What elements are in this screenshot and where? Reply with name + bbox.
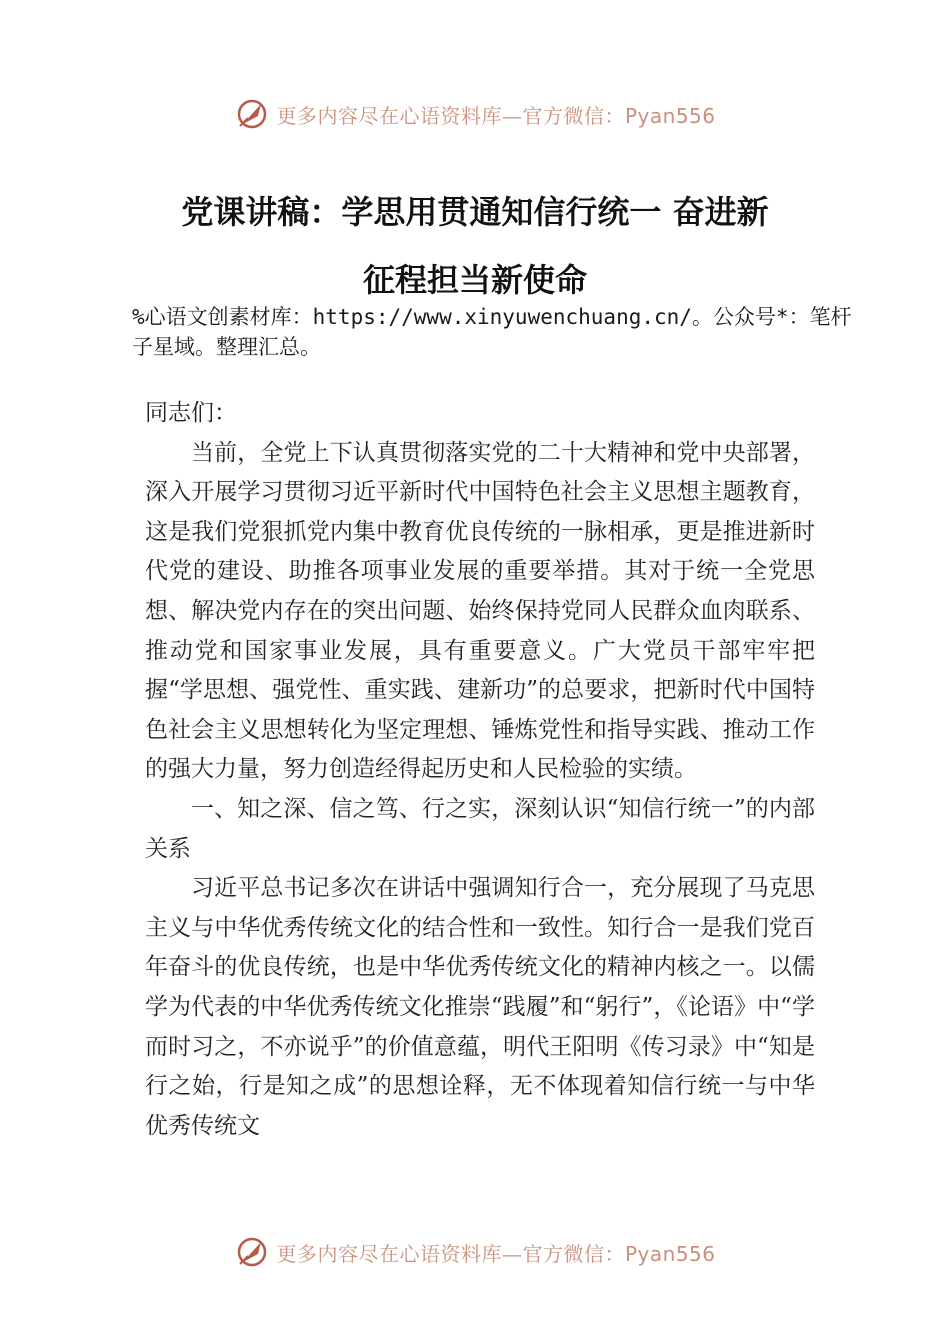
section-heading: 一、知之深、信之笃、行之实，深刻认识“知信行统一”的内部关系 (145, 795, 815, 862)
footer-wechat-id: Pyan556 (624, 1241, 716, 1266)
header-watermark-banner (0, 92, 950, 136)
paragraph: 当前，全党上下认真贯彻落实党的二十大精神和党中央部署，深入开展学习贯彻习近平新时代中国特色社会主义思想主题教育，这是我们党狠抓党内集中教育优良传统的一脉相承，更是推进新时代党的建设、助推各项事业发展的重要举措。其对于统一全党思想、解决党内存在的突出问题、始终保持党同人民群众血肉联系、推动党和国家事业发展，具有重要意义。广大党员干部牢牢把握“学思想、强党性、重实践、建新功”的总要求，把新时代中国特色社会主义思想转化为坚定理想、锤炼党性和指导实践、推动工作的强大力量，努力创造经得起历史和人民检验的实绩。 (145, 439, 815, 783)
footer-watermark-banner (0, 1230, 950, 1274)
document-body (145, 394, 815, 1146)
paragraph: 习近平总书记多次在讲话中强调知行合一，充分展现了马克思主义与中华优秀传统文化的结合性和一致性。知行合一是我们党百年奋斗的优良传统，也是中华优秀传统文化的精神内核之一。以儒学为代表的中华优秀传统文化推崇“践履”和“躬行”，《论语》中“学而时习之，不亦说乎”的价值意蕴，明代王阳明《传习录》中“知是行之始，行是知之成”的思想诠释，无不体现着知信行统一与中华优秀传统文 (145, 875, 815, 1139)
footer-banner-text: 更多内容尽在心语资料库—官方微信：Pyan556 (276, 1241, 716, 1266)
header-banner-text: 更多内容尽在心语资料库—官方微信：Pyan556 (276, 103, 716, 128)
quill-logo-icon (234, 1234, 270, 1270)
header-wechat-id: Pyan556 (624, 103, 716, 128)
document-title-line-1: 党课讲稿：学思用贯通知信行统一 奋进新 (181, 193, 769, 231)
document-title-line-2: 征程担当新使命 (362, 261, 587, 299)
quill-logo-icon (234, 96, 270, 132)
source-note: %心语文创素材库：https://www.xinyuwenchuang.cn/。公众号*：笔杆子星域。整理汇总。 (132, 305, 852, 359)
salutation: 同志们： (145, 400, 237, 426)
